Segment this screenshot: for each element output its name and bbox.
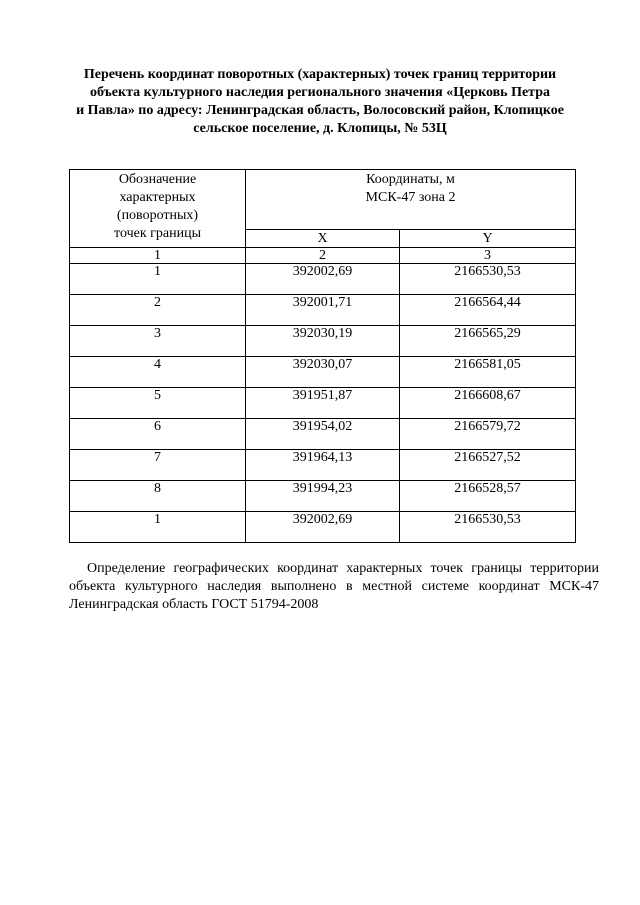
x-cell: 391954,02 (246, 419, 400, 450)
table-row (70, 450, 576, 481)
column-number: 2 (246, 248, 400, 264)
y-cell: 2166565,29 (400, 326, 576, 357)
x-cell: 392002,69 (246, 512, 400, 543)
table-row (70, 295, 576, 326)
x-cell: 392030,07 (246, 357, 400, 388)
column-number: 1 (70, 248, 246, 264)
x-cell: 392001,71 (246, 295, 400, 326)
table-row (70, 357, 576, 388)
header-line: Обозначение (118, 172, 197, 187)
header-line: Координаты, м (366, 172, 455, 187)
point-cell: 4 (70, 357, 246, 388)
point-cell: 8 (70, 481, 246, 512)
y-cell: 2166530,53 (400, 264, 576, 295)
header-line: характерных (119, 190, 196, 205)
x-cell: 391994,23 (246, 481, 400, 512)
y-cell: 2166581,05 (400, 357, 576, 388)
point-cell: 1 (70, 264, 246, 295)
point-cell: 5 (70, 388, 246, 419)
header-line: точек границы (114, 226, 201, 241)
document-title (40, 66, 600, 138)
y-cell: 2166564,44 (400, 295, 576, 326)
table-header-row (70, 170, 576, 230)
point-cell: 2 (70, 295, 246, 326)
table-row (70, 264, 576, 295)
table-row (70, 512, 576, 543)
header-line: МСК-47 зона 2 (365, 190, 456, 205)
y-cell: 2166527,52 (400, 450, 576, 481)
title-line: объекта культурного наследия регионального значения «Церковь Петра (89, 85, 551, 100)
x-cell: 392002,69 (246, 264, 400, 295)
x-cell: 391951,87 (246, 388, 400, 419)
x-header: X (246, 230, 400, 248)
table-row (70, 419, 576, 450)
y-header: Y (400, 230, 576, 248)
title-line: и Павла» по адресу: Ленинградская область, Волосовский район, Клопицкое (76, 103, 564, 118)
coordinate-system-note: Определение географических координат характерных точек границы территории объекта культурного наследия выполнено в местной системе координат МСК-47 Ленинградская область ГОСТ 51794-2008 (69, 561, 599, 612)
x-cell: 392030,19 (246, 326, 400, 357)
header-line: (поворотных) (116, 208, 199, 223)
table-row (70, 326, 576, 357)
y-cell: 2166528,57 (400, 481, 576, 512)
x-cell: 391964,13 (246, 450, 400, 481)
table-row (70, 388, 576, 419)
y-cell: 2166530,53 (400, 512, 576, 543)
title-line: сельское поселение, д. Клопицы, № 53Ц (193, 121, 447, 136)
point-cell: 1 (70, 512, 246, 543)
point-designation-header (70, 170, 246, 248)
y-cell: 2166579,72 (400, 419, 576, 450)
coordinates-header (246, 170, 576, 230)
table-row (70, 481, 576, 512)
y-cell: 2166608,67 (400, 388, 576, 419)
title-line: Перечень координат поворотных (характерных) точек границ территории (83, 67, 557, 82)
point-cell: 7 (70, 450, 246, 481)
coordinates-table (69, 169, 576, 543)
column-number: 3 (400, 248, 576, 264)
point-cell: 3 (70, 326, 246, 357)
column-numbering-row (70, 248, 576, 264)
point-cell: 6 (70, 419, 246, 450)
